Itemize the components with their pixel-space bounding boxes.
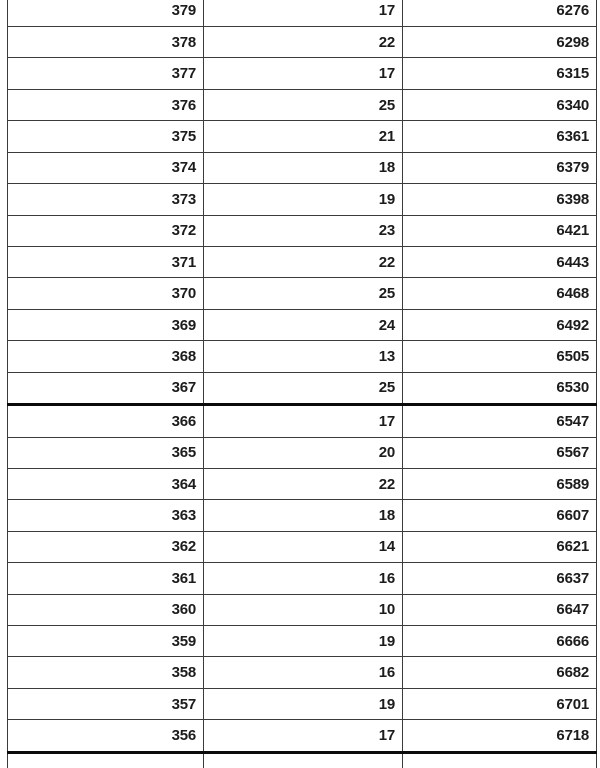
cell-count[interactable]: 18 [204, 500, 403, 531]
cell-countdown[interactable]: 362 [8, 531, 204, 562]
cell-cumulative[interactable]: 6718 [403, 720, 597, 752]
cell-count[interactable]: 13 [204, 341, 403, 372]
table-row [8, 626, 597, 657]
cell-countdown[interactable]: 361 [8, 563, 204, 594]
cell-countdown[interactable]: 356 [8, 720, 204, 752]
cell-countdown[interactable]: 369 [8, 309, 204, 340]
cell-countdown[interactable]: 366 [8, 405, 204, 437]
cell-countdown[interactable]: 368 [8, 341, 204, 372]
cell-cumulative[interactable]: 6492 [403, 309, 597, 340]
cell-count[interactable]: 25 [204, 89, 403, 120]
cell-count[interactable]: 22 [204, 246, 403, 277]
cell-countdown[interactable]: 377 [8, 58, 204, 89]
cell-countdown[interactable]: 358 [8, 657, 204, 688]
table-row [8, 278, 597, 309]
cell-count[interactable]: 17 [204, 0, 403, 27]
cell-countdown[interactable]: 378 [8, 27, 204, 58]
cell-cumulative[interactable]: 6421 [403, 215, 597, 246]
cell-count[interactable]: 17 [204, 720, 403, 752]
table-row-partial [8, 752, 597, 768]
table-row [8, 309, 597, 340]
table-row [8, 468, 597, 499]
table-row [8, 27, 597, 58]
table-row [8, 657, 597, 688]
cell-count[interactable]: 16 [204, 563, 403, 594]
cell-cumulative[interactable]: 6647 [403, 594, 597, 625]
table-row [8, 184, 597, 215]
cell-cumulative[interactable]: 6666 [403, 626, 597, 657]
table-row [8, 372, 597, 404]
cell-countdown[interactable]: 359 [8, 626, 204, 657]
data-table [7, 0, 597, 768]
cell-count[interactable]: 17 [204, 405, 403, 437]
table-row [8, 341, 597, 372]
cell-count[interactable]: 16 [204, 657, 403, 688]
cell-countdown[interactable]: 357 [8, 688, 204, 719]
cell-count[interactable] [204, 752, 403, 768]
cell-countdown[interactable]: 374 [8, 152, 204, 183]
cell-cumulative[interactable]: 6530 [403, 372, 597, 404]
cell-cumulative[interactable]: 6589 [403, 468, 597, 499]
cell-cumulative[interactable]: 6547 [403, 405, 597, 437]
cell-countdown[interactable]: 373 [8, 184, 204, 215]
cell-count[interactable]: 19 [204, 184, 403, 215]
cell-cumulative[interactable]: 6340 [403, 89, 597, 120]
table-row [8, 58, 597, 89]
cell-countdown[interactable]: 367 [8, 372, 204, 404]
table-row [8, 563, 597, 594]
cell-count[interactable]: 10 [204, 594, 403, 625]
cell-cumulative[interactable]: 6276 [403, 0, 597, 27]
cell-countdown[interactable]: 363 [8, 500, 204, 531]
cell-countdown[interactable]: 364 [8, 468, 204, 499]
table-row [8, 531, 597, 562]
cell-cumulative[interactable]: 6505 [403, 341, 597, 372]
cell-count[interactable]: 21 [204, 121, 403, 152]
cell-cumulative[interactable]: 6682 [403, 657, 597, 688]
table-row [8, 437, 597, 468]
cell-count[interactable]: 20 [204, 437, 403, 468]
cell-count[interactable]: 14 [204, 531, 403, 562]
cell-count[interactable]: 22 [204, 27, 403, 58]
table-row [8, 0, 597, 27]
cell-count[interactable]: 25 [204, 278, 403, 309]
cell-cumulative[interactable]: 6298 [403, 27, 597, 58]
cell-countdown[interactable]: 376 [8, 89, 204, 120]
cell-count[interactable]: 25 [204, 372, 403, 404]
cell-cumulative[interactable]: 6701 [403, 688, 597, 719]
table-row [8, 89, 597, 120]
table-row [8, 720, 597, 752]
cell-count[interactable]: 19 [204, 688, 403, 719]
cell-countdown[interactable]: 360 [8, 594, 204, 625]
cell-countdown[interactable]: 379 [8, 0, 204, 27]
table-row [8, 152, 597, 183]
table-row [8, 246, 597, 277]
cell-cumulative[interactable]: 6621 [403, 531, 597, 562]
cell-countdown[interactable]: 365 [8, 437, 204, 468]
cell-countdown[interactable]: 371 [8, 246, 204, 277]
cell-countdown[interactable]: 372 [8, 215, 204, 246]
table-row [8, 121, 597, 152]
cell-count[interactable]: 22 [204, 468, 403, 499]
cell-cumulative[interactable]: 6398 [403, 184, 597, 215]
cell-cumulative[interactable]: 6361 [403, 121, 597, 152]
table-row [8, 500, 597, 531]
sheet-area [7, 0, 597, 768]
cell-countdown[interactable] [8, 752, 204, 768]
cell-countdown[interactable]: 375 [8, 121, 204, 152]
cell-cumulative[interactable]: 6443 [403, 246, 597, 277]
cell-cumulative[interactable] [403, 752, 597, 768]
cell-cumulative[interactable]: 6315 [403, 58, 597, 89]
cell-cumulative[interactable]: 6607 [403, 500, 597, 531]
cell-count[interactable]: 24 [204, 309, 403, 340]
table-row [8, 215, 597, 246]
cell-count[interactable]: 18 [204, 152, 403, 183]
cell-count[interactable]: 23 [204, 215, 403, 246]
table-row [8, 594, 597, 625]
cell-cumulative[interactable]: 6379 [403, 152, 597, 183]
cell-count[interactable]: 19 [204, 626, 403, 657]
table-row [8, 405, 597, 437]
cell-cumulative[interactable]: 6468 [403, 278, 597, 309]
cell-cumulative[interactable]: 6637 [403, 563, 597, 594]
cell-countdown[interactable]: 370 [8, 278, 204, 309]
table-body [8, 0, 597, 768]
cell-cumulative[interactable]: 6567 [403, 437, 597, 468]
cell-count[interactable]: 17 [204, 58, 403, 89]
table-row [8, 688, 597, 719]
